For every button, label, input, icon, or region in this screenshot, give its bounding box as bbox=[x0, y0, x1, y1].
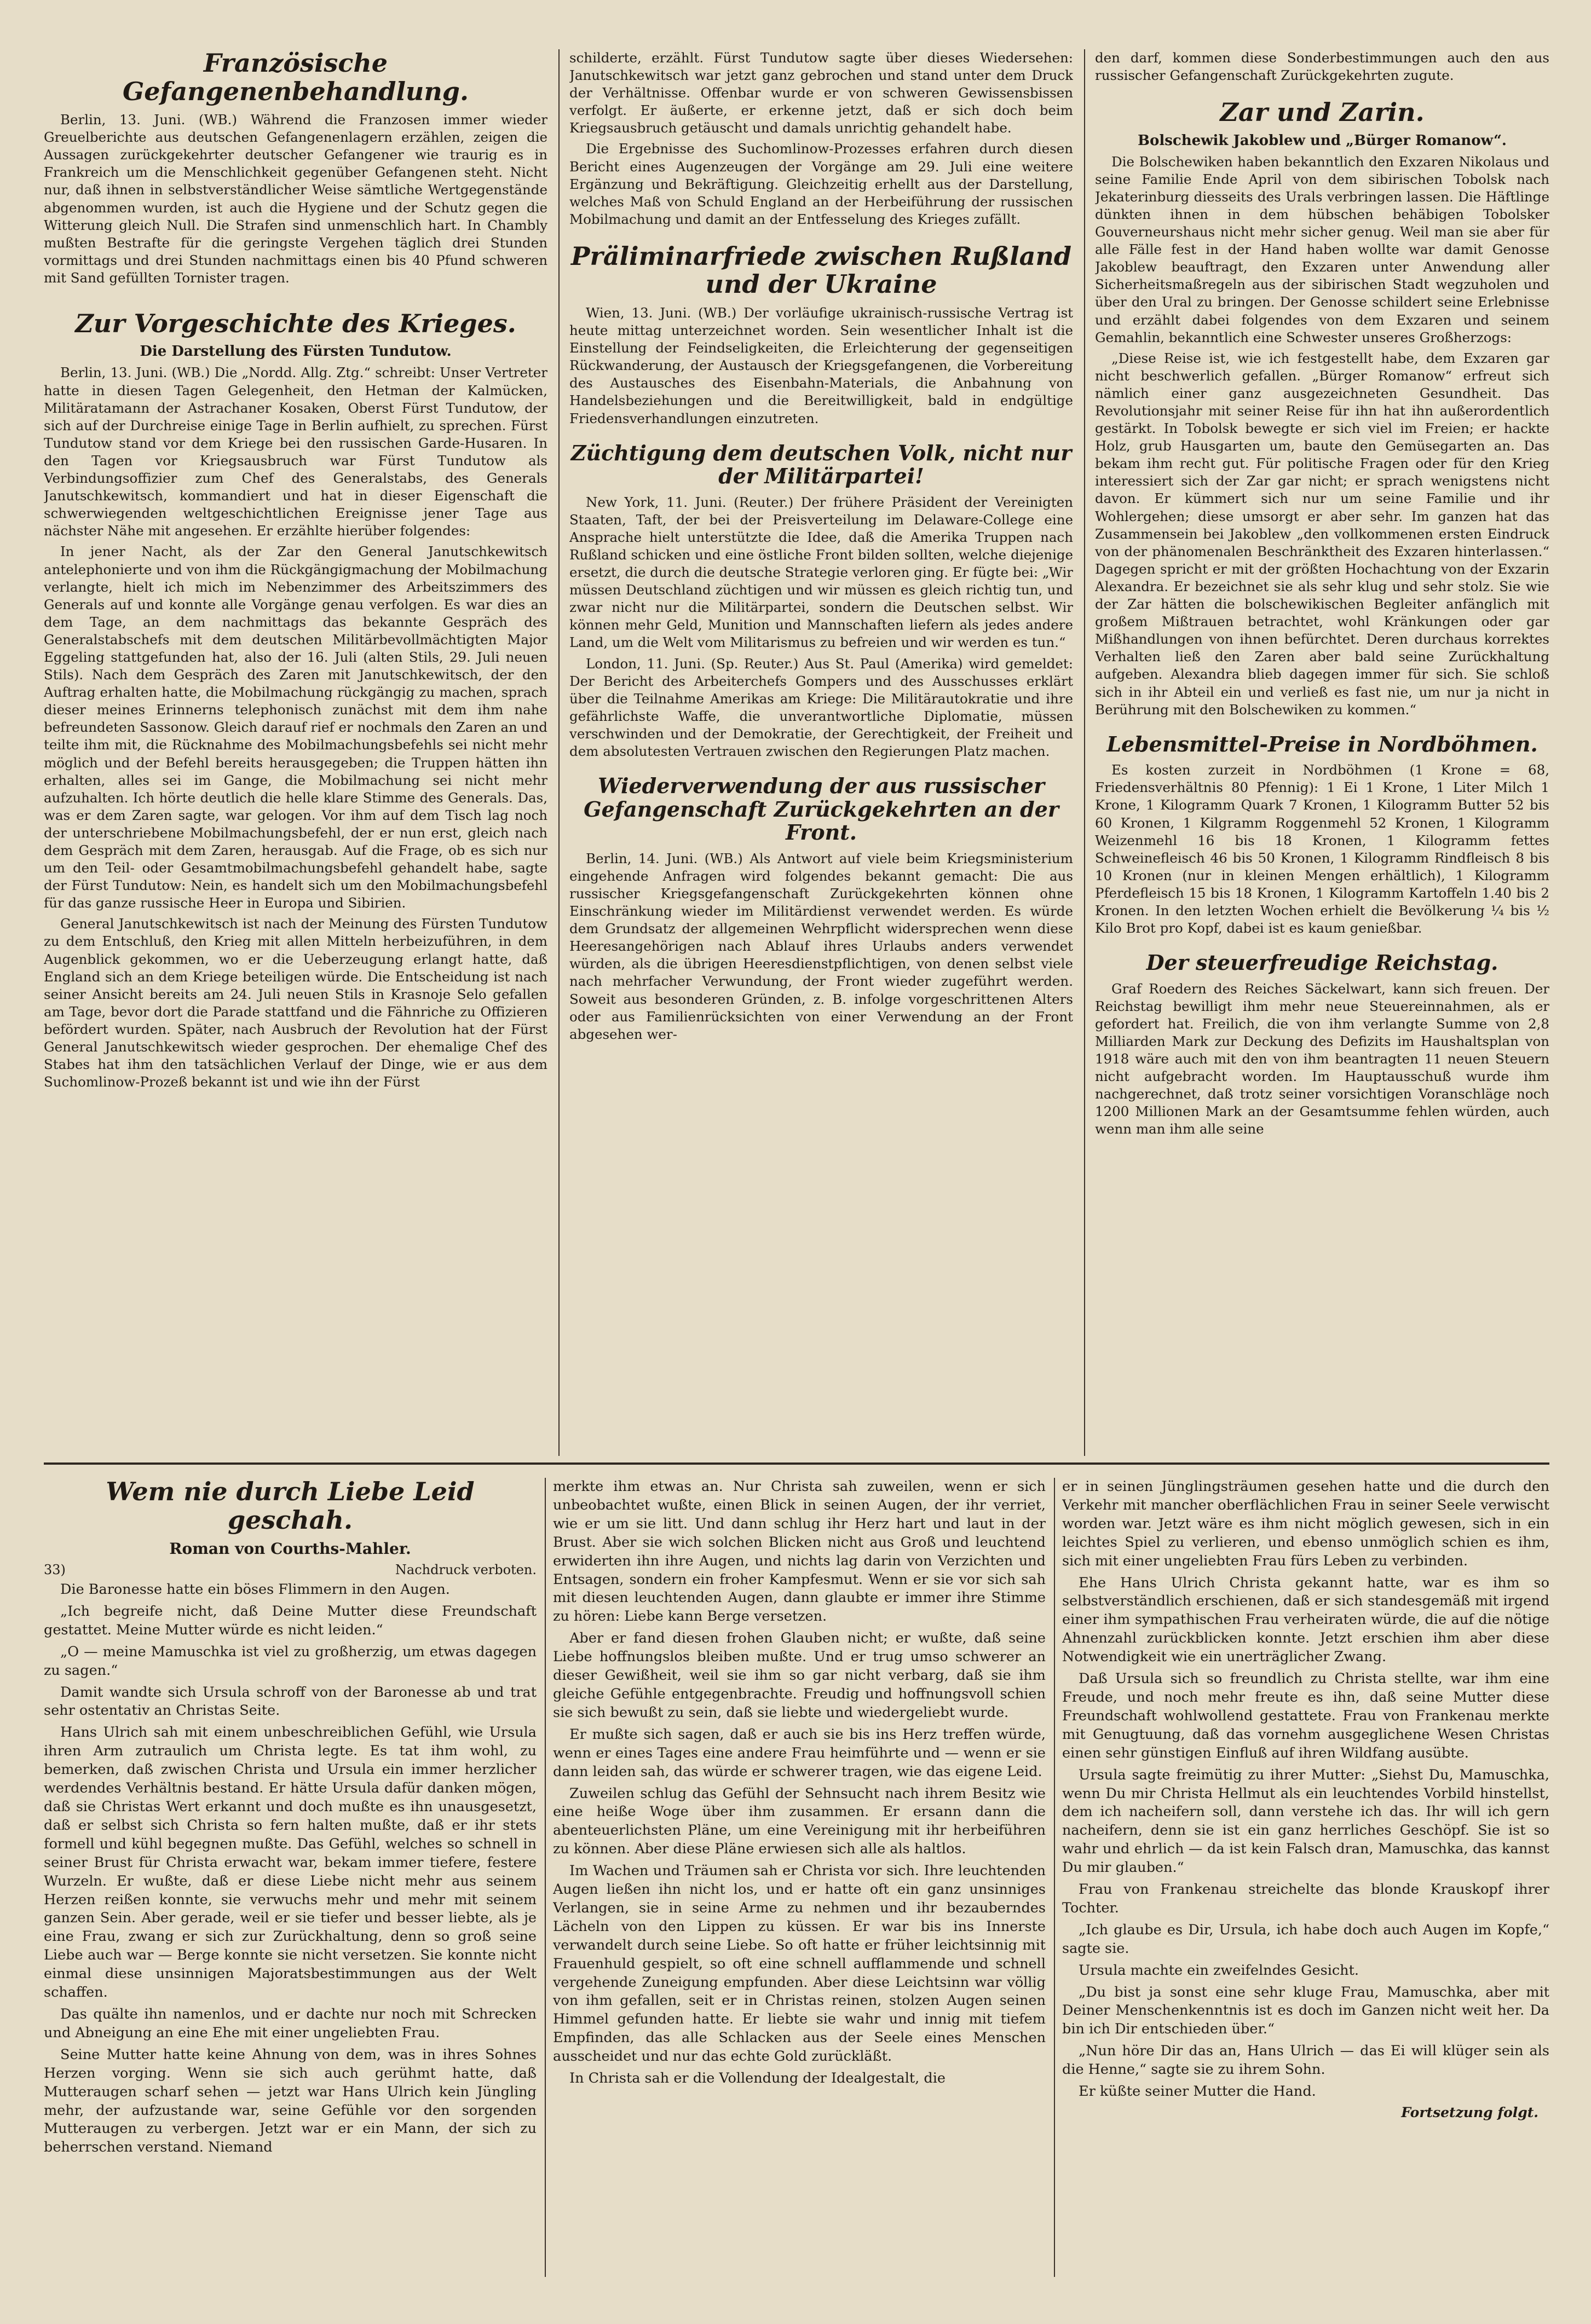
novel-title: Wem nie durch Liebe Leid geschah. bbox=[106, 1478, 475, 1535]
novel-meta bbox=[44, 1562, 537, 1577]
subheadline-zar: Bolschewik Jakoblew und „Bürger Romanow“. bbox=[1138, 132, 1507, 149]
column-rule bbox=[545, 1478, 546, 2277]
reprint-notice: Nachdruck verboten. bbox=[395, 1562, 537, 1578]
paragraph: Die Bolschewiken haben bekanntlich den Exzaren Nikolaus und seine Familie Ende April von dem sibirischen Tobolsk nach Jekaterinburg diesseits des Urals verbringen lassen. Die Häftlinge dünkten ihnen in dem hübschen behäbigen Tobolsker Gouverneurshaus nicht mehr sicher genug. Weil man sie aber für alle Fälle fest in der Hand haben wollte war damit Genosse Jakoblew beauftragt, den Exzaren unter Anwendung aller Sicherheitsmaßregeln aus der sibirischen Stadt wegzuholen und über den Ural zu bringen. Der Genosse schildert seine Erlebnisse und erzählt dabei folgendes von dem Exzaren und seinem Gemahlin, bekanntlich eine Schwester unseres Großherzogs: bbox=[1095, 153, 1549, 345]
paragraph: Berlin, 13. Juni. (WB.) Die „Nordd. Allg. Ztg.“ schreibt: Unser Vertreter hatte in diesen Tagen Gelegenheit, den Hetman der Kalmücken, Militäratamann der Astrachaner Kosaken, Oberst Fürst Tundutow, der sich auf der Durchreise einige Tage in Berlin aufhielt, zu sprechen. Fürst Tundutow stand vor dem Kriege bei den russischen Garde-Husaren. In den Tagen vor Kriegsausbruch war Fürst Tundutow als Verbindungsoffizier zum Chef des Generalstabs, des Generals Janutschkewitsch, kommandiert und hat in dieser Eigenschaft die schwerwiegenden weltgeschichtlichen Ereignisse jener Tage aus nächster Nähe mit angesehen. Er erzählte hierüber folgendes: bbox=[44, 365, 547, 539]
installment-number: 33) bbox=[44, 1562, 66, 1578]
paragraph: Er mußte sich sagen, daß er auch sie bis ins Herz treffen würde, wenn er eines Tages eine andere Frau heimführte und — wenn er sie dann leiden sah, das würde er schwerer tragen, wie das eigene Leid. bbox=[553, 1726, 1046, 1780]
headline-zar: Zar und Zarin. bbox=[1220, 97, 1425, 128]
paragraph: „Du bist ja sonst eine sehr kluge Frau, Mamuschka, aber mit Deiner Menschenkenntnis ist es doch im Ganzen nicht weit her. Da bin ich Dir entschieden über.“ bbox=[1062, 1984, 1549, 2038]
section-rule bbox=[44, 1462, 1549, 1465]
paragraph: Die Baronesse hatte ein böses Flimmern in den Augen. bbox=[60, 1581, 450, 1598]
paragraph: New York, 11. Juni. (Reuter.) Der frühere Präsident der Vereinigten Staaten, Taft, der bei der Preisverteilung im Delaware-College eine Ansprache hielt unterstützte die Idee, daß die Amerika Truppen nach Rußland schicken und eine östliche Front bilden sollten, welche diejenige ersetzt, die durch die deutsche Strategie verloren ging. Er fügte bei: „Wir müssen Deutschland züchtigen und wir müssen es gleich richtig tun, und zwar nicht nur die Militärpartei, sondern die Deutschen selbst. Wir können mehr Geld, Munition und Mannschaften liefern als jedes andere Land, um die Welt vom Militarismus zu befreien und wir werden es tun.“ bbox=[569, 494, 1073, 651]
paragraph: Aber er fand diesen frohen Glauben nicht; er wußte, daß seine Liebe hoffnungslos bleiben mußte. Und er trug umso schwerer an dieser Gewißheit, weil sie ihm so gar nicht verbarg, daß sie ihm gleiche Gefühle entgegenbrachte. Freudig und hoffnungsvoll schien sie sich bewußt zu sein, daß sie liebte und wiedergeliebt wurde. bbox=[553, 1630, 1046, 1721]
paragraph: Seine Mutter hatte keine Ahnung von dem, was in ihres Sohnes Herzen vorging. Wenn sie sich auch gerühmt hatte, daß Mutteraugen scharf sehen — jetzt war Hans Ulrich kein Jüngling mehr, der aufzustande war, seine Gefühle vor den sorgenden Mutteraugen zu verbergen. Jetzt war er ein Mann, der sich zu beherrschen verstand. Niemand bbox=[44, 2046, 537, 2156]
paragraph: Die Ergebnisse des Suchomlinow-Prozesses erfahren durch diesen Bericht eines Augenzeugen der Vorgänge am 29. Juli eine weitere Ergänzung und Bekräftigung. Gleichzeitig erhellt aus der Darstellung, welches Maß von Schuld England an der Herbeiführung der russischen Mobilmachung und damit an der Entfesselung des Krieges zufällt. bbox=[569, 141, 1073, 227]
paragraph: Daß Ursula sich so freundlich zu Christa stellte, war ihm eine Freude, und noch mehr freute es ihn, daß seine Mutter diese Freundschaft wohlwollend gestattete. Frau von Frankenau merkte mit Genugtuung, daß das vornehm ausgeglichene Wesen Christas einen sehr günstigen Einfluß auf ihren Wildfang ausübte. bbox=[1062, 1670, 1549, 1761]
paragraph: Ursula sagte freimütig zu ihrer Mutter: „Siehst Du, Mamuschka, wenn Du mir Christa Hellmut als ein leuchtendes Vorbild hinstellst, dem ich nacheifern soll, dann verstehe ich das. Ihr will ich gern nacheifern, denn sie ist ein ganz herrliches Geschöpf. Sie ist so wahr und ehrlich — da ist kein Falsch dran, Mamuschka, das kannst Du mir glauben.“ bbox=[1062, 1766, 1549, 1876]
headline-vorgeschichte: Zur Vorgeschichte des Krieges. bbox=[75, 308, 516, 338]
paragraph: Zuweilen schlug das Gefühl der Sehnsucht nach ihrem Besitz wie eine heiße Woge über ihm zusammen. Er ersann dann die abenteuerlichsten Pläne, um eine Vereinigung mit ihr herbeiführen zu können. Aber diese Pläne erwiesen sich alle als haltlos. bbox=[553, 1785, 1046, 1858]
headline-wiederverwendung: Wiederverwendung der aus russischer Gefangenschaft Zurückgekehrten an der Front. bbox=[584, 773, 1059, 845]
novel-author: Roman von Courths-Mahler. bbox=[169, 1540, 411, 1558]
article-reichstag-text: Graf Roedern des Reiches Säckelwart, kann sich freuen. Der Reichstag bewilligt ihm mehr neue Steuereinnahmen, als er gefordert hat. Freilich, die von ihm verlangte Summe von 2,8 Milliarden Mark zur Deckung des Defizits im Haushaltsplan von 1918 wäre auch mit den von ihm beantragten 11 neuen Steuern nicht aufgebracht worden. Im Hauptausschuß wurde ihm nachgerechnet, daß trotz seiner vorsichtigen Voranschläge noch 1200 Millionen Mark an der Gesamtsumme fehlen würden, auch wenn man ihm alle seine bbox=[1095, 980, 1549, 1137]
subheadline-vorgeschichte: Die Darstellung des Fürsten Tundutow. bbox=[140, 343, 452, 360]
paragraph: Ursula machte ein zweifelndes Gesicht. bbox=[1079, 1962, 1359, 1979]
headline-gefangenen: Französische Gefangenenbehandlung. bbox=[122, 49, 469, 106]
paragraph: Ehe Hans Ulrich Christa gekannt hatte, war es ihm so selbstverständlich erschienen, daß er sich standesgemäß mit irgend einer ihm sympathischen Frau verheiraten würde, die auf die nötige Ahnenzahl zurückblicken konnte. Jetzt erschien ihm aber diese Notwendigkeit wie ein unerträglicher Zwang. bbox=[1062, 1574, 1549, 1666]
paragraph: merkte ihm etwas an. Nur Christa sah zuweilen, wenn er sich unbeobachtet wußte, einen Blick in seinen Augen, der ihr verriet, wie er um sie litt. Und dann schlug ihr Herz hart und laut in der Brust. Aber sie wich solchen Blicken nicht aus Groß und leuchtend erwiderten ihn ihre Augen, und nichts lag darin von Verzichten und Entsagen, sondern ein froher Kampfesmut. Wenn er sie vor sich sah mit diesen leuchtenden Augen, dann glaubte er immer ihre Stimme zu hören: Liebe kann Berge versetzen. bbox=[553, 1478, 1046, 1625]
column-rule bbox=[558, 49, 560, 1456]
novel-column-2 bbox=[553, 1478, 1046, 2091]
column-1 bbox=[44, 49, 547, 1094]
article-gefangenen-text: Berlin, 13. Juni. (WB.) Während die Franzosen immer wieder Greuelberichte aus deutschen Gefangenenlagern erzählen, zeigen die Aussagen zurückgekehrter deutscher Gefangener wie traurig es in Frankreich um die Menschlichkeit gegenüber Gefangenen steht. Nicht nur, daß ihnen in selbstverständlicher Weise sämtliche Wertgegenstände abgenommen wurden, ist auch die Hygiene und der Schutz gegen die Witterung gleich Null. Die Strafen sind unmenschlich hart. In Chambly mußten Bestrafte für die geringste Vergehen täglich drei Stunden vormittags und drei Stunden nachmittags einen bis 40 Pfund schweren mit Sand gefüllten Tornister tragen. bbox=[44, 112, 547, 286]
paragraph: In jener Nacht, als der Zar den General Janutschkewitsch antelephonierte und von ihm die Rückgängigmachung der Mobilmachung verlangte, hielt ich mich im Nebenzimmer des Arbeitszimmers des Generals auf und konnte alle Vorgänge genau verfolgen. Es war dies an dem Tage, an dem nachmittags das bekannte Gespräch des Generalstabschefs mit dem deutschen Militärbevollmächtigten Major Eggeling stattgefunden hat, also der 16. Juli (alten Stils, 29. Juli neuen Stils). Nach dem Gespräch des Zaren mit Janutschkewitsch, der den Auftrag erhalten hatte, die Mobilmachung rückgängig zu machen, sprach dieser meines Erinnerns telephonisch zunächst mit dem ihm nahe befreundeten Sassonow. Gleich darauf rief er nochmals den Zaren an und teilte ihm mit, die Rücknahme des Mobilmachungsbefehls sei nicht mehr möglich und der Befehl bereits herausgegeben; die Truppen hätten ihn erhalten, alles sei im Gange, die Mobilmachung sei nicht mehr aufzuhalten. Ich hörte deutlich die helle klare Stimme des Generals. Das, was er dem Zaren sagte, war gelogen. Vor ihm auf dem Tisch lag noch der unterschriebene Mobilmachungsbefehl, der er nun erst, gleich nach dem Gespräch mit dem Zaren, herausgab. Auf die Frage, ob es sich nur um den Teil- oder Gesamtmobilmachungsbefehl gehandelt habe, sagte der Fürst Tundutow: Nein, es handelt sich um den Mobilmachungsbefehl für das ganze russische Heer in Europa und Sibirien. bbox=[44, 544, 547, 911]
headline-lebensmittel: Lebensmittel-Preise in Nordböhmen. bbox=[1106, 731, 1538, 756]
paragraph: In Christa sah er die Vollendung der Idealgestalt, die bbox=[569, 2070, 946, 2087]
paragraph: den darf, kommen diese Sonderbestimmungen auch den aus russischer Gefangenschaft Zurückgekehrten zugute. bbox=[1095, 50, 1549, 84]
paragraph: Frau von Frankenau streichelte das blonde Krauskopf ihrer Tochter. bbox=[1062, 1881, 1549, 1916]
paragraph: Hans Ulrich sah mit einem unbeschreiblichen Gefühl, wie Ursula ihren Arm zutraulich um Christa legte. Es tat ihm wohl, zu bemerken, daß zwischen Christa und Ursula ein immer herzlicher werdendes Verhältnis bestand. Er hätte Ursula dafür danken mögen, daß sie Christas Wert erkannt und doch mußte es ihn unausgesetzt, daß er selbst sich Christa so fern halten mußte, daß er ihr stets formell und kühl begegnen mußte. Das Gefühl, welches so schnell in seiner Brust für Christa erwacht war, bekam immer tiefere, festere Wurzeln. Er wußte, daß er diese Liebe nicht mehr aus seinem Herzen reißen konnte, sie verwuchs mehr und mehr mit seinem ganzen Sein. Aber gerade, weil er sie tiefer und besser liebte, als je eine Frau, zwang er sich zur Zurückhaltung, denn so groß seine Liebe auch war — Berge konnte sie nicht versetzen. Sie konnte nicht einmal diese unsinnigen Majoratsbestimmungen aus der Welt schaffen. bbox=[44, 1724, 537, 2001]
headline-zuechtigung: Züchtigung dem deutschen Volk, nicht nur der Militärpartei! bbox=[570, 440, 1072, 489]
headline-reichstag: Der steuerfreudige Reichstag. bbox=[1146, 950, 1498, 975]
paragraph: er in seinen Jünglingsträumen gesehen hatte und die durch den Verkehr mit mancher oberflächlichen Frau in seiner Seele verwischt worden war. Jetzt wäre es ihm nicht möglich gewesen, sich in ein leichtes Spiel zu verlieren, und ebenso unmöglich schien es ihm, sich mit einer ungeliebten Frau fürs Leben zu verbinden. bbox=[1062, 1478, 1549, 1569]
paragraph: Im Wachen und Träumen sah er Christa vor sich. Ihre leuchtenden Augen ließen ihn nicht los, und er hatte oft ein ganz unsinniges Verlangen, sie in seine Arme zu nehmen und ihr bezauberndes Lächeln von den Lippen zu küssen. Er war bis ins Innerste verwandelt durch seine Liebe. So oft hatte er früher leichtsinnig mit Frauenhuld gespielt, so oft eine schnell aufflammende und schnell vergehende Zuneigung empfunden. Aber diese Leichtsinn war völlig von ihm gefallen, seit er in Christas reinen, stolzen Augen seinen Himmel gefunden hatte. Er liebte sie wahr und innig mit tiefem Empfinden, das alle Schlacken aus der Seele eines Menschen ausscheidet und nur das echte Gold zurückläßt. bbox=[553, 1863, 1046, 2065]
paragraph: „O — meine Mamuschka ist viel zu großherzig, um etwas dagegen zu sagen.“ bbox=[44, 1643, 537, 1679]
novel-column-3 bbox=[1062, 1478, 1549, 2120]
paragraph: London, 11. Juni. (Sp. Reuter.) Aus St. Paul (Amerika) wird gemeldet: Der Bericht des Arbeiterchefs Gompers und des Ausschusses erklärt über die Teilnahme Amerikas am Kriege: Die Militärautokratie und ihre gefährlichste Waffe, die unverantwortliche Diplomatie, müssen verschwinden und der Demokratie, der Gerechtigkeit, der Freiheit und dem absolutesten Vertrauen zwischen den Regierungen Platz machen. bbox=[569, 655, 1073, 760]
column-rule bbox=[1084, 49, 1085, 1456]
paragraph: „Nun höre Dir das an, Hans Ulrich — das Ei will klüger sein als die Henne,“ sagte sie zu ihrem Sohn. bbox=[1062, 2043, 1549, 2078]
article-lebensmittel-text: Es kosten zurzeit in Nordböhmen (1 Krone = 68, Friedensverhältnis 80 Pfennig): 1 Ei 1 Krone, 1 Liter Milch 1 Krone, 1 Kilogramm Quark 7 Kronen, 1 Kilogramm Butter 52 bis 60 Kronen, 1 Kilgramm Roggenmehl 52 Kronen, 1 Kilogramm Weizenmehl 16 bis 18 Kronen, 1 Kilogramm fettes Schweinefleisch 46 bis 50 Kronen, 1 Kilogramm Rindfleisch 8 bis 10 Kronen (nur in kleinen Mengen erhältlich), 1 Kilogramm Pferdefleisch 15 bis 18 Kronen, 1 Kilogramm Kartoffeln 1.40 bis 2 Kronen. In den letzten Wochen erhielt die Bevölkerung ¼ bis ½ Kilo Brot pro Kopf, dabei ist es kaum genießbar. bbox=[1095, 762, 1549, 936]
continuation-note: Fortsetzung folgt. bbox=[1401, 2105, 1538, 2120]
paragraph: Das quälte ihn namenlos, und er dachte nur noch mit Schrecken und Abneigung an eine Ehe mit einer ungeliebten Frau. bbox=[44, 2005, 537, 2041]
novel-column-1 bbox=[44, 1478, 537, 2160]
article-praeliminar-text: Wien, 13. Juni. (WB.) Der vorläufige ukrainisch-russische Vertrag ist heute mittag unterzeichnet worden. Sein wesentlicher Inhalt ist die Einstellung der Feindseligkeiten, die Erleichterung der gegenseitigen Rückwanderung, der Austausch der Kriegsgefangenen, die Vorbereitung des Austausches des Eisenbahn-Materials, die Anbahnung von Handelsbeziehungen und die Bereitwilligkeit, bald in endgültige Friedensverhandlungen einzutreten. bbox=[569, 304, 1073, 426]
column-3 bbox=[1095, 49, 1549, 1142]
paragraph: „Diese Reise ist, wie ich festgestellt habe, dem Exzaren gar nicht beschwerlich gefallen. „Bürger Romanow“ erfreut sich nämlich einer ganz ausgezeichneten Gesundheit. Das Revolutionsjahr mit seiner Reise für ihn hat ihn außerordentlich gestärkt. In Tobolsk bewegte er sich viel im Freien; er hackte Holz, grub Hausgarten um, baute den Gemüsegarten an. Das bekam ihm recht gut. Für politische Fragen oder für den Krieg interessiert sich der Zar gar nicht; er sprach wenigstens nicht davon. Er kümmert sich nur um seine Familie und ihr Wohlergehen; diese umsorgt er aber sehr. Im ganzen hat das Zusammensein bei Jakoblew „den vollkommenen ersten Eindruck von der phänomenalen Beschränktheit des Exzaren hinterlassen.“ Dagegen spricht er mit der größten Hochachtung von der Exzarin Alexandra. Er bezeichnet sie als sehr klug und sehr stolz. Sie wie der Zar hätten die bolschewikischen Begleiter anfänglich mit großem Mißtrauen betrachtet, wohl Kränkungen oder gar Mißhandlungen von ihnen befürchtet. Deren durchaus korrektes Verhalten ließ den Zaren aber bald seine Zurückhaltung aufgeben. Alexandra blieb dagegen immer für sich. Sie schloß sich in ihr Abteil ein und verließ es fast nie, um nur ja nicht in Berührung mit den Bolschewiken zu kommen.“ bbox=[1095, 350, 1549, 718]
article-wiederverwendung-text: Berlin, 14. Juni. (WB.) Als Antwort auf viele beim Kriegsministerium eingehende Anfragen wird folgendes bekannt gemacht: Die aus russischer Kriegsgefangenschaft Zurückgekehrten können ohne Einschränkung wieder im Militärdienst verwendet werden. Es würde dem Grundsatz der allgemeinen Wehrpflicht widersprechen wenn diese Heeresangehörigen nach Ablauf ihres Urlaubs anders verwendet würden, als die übrigen Heeresdienstpflichtigen, von denen selbst viele nach mehrfacher Verwundung, der Front wieder zugeführt werden. Soweit aus besonderen Gründen, z. B. infolge vorgeschrittenen Alters oder aus Familienrücksichten von einer Verwendung an der Front abgesehen wer- bbox=[569, 850, 1073, 1042]
column-2 bbox=[569, 49, 1073, 1047]
paragraph: schilderte, erzählt. Fürst Tundutow sagte über dieses Wiedersehen: Janutschkewitsch war jetzt ganz gebrochen und stand unter dem Druck der Verhältnisse. Offenbar wurde er von schweren Gewissensbissen verfolgt. Er äußerte, er erkenne jetzt, daß er sich doch beim Kriegsausbruch getäuscht und damals unrichtig gehandelt habe. bbox=[569, 50, 1073, 136]
column-rule bbox=[1054, 1478, 1055, 2277]
paragraph: Er küßte seiner Mutter die Hand. bbox=[1079, 2083, 1316, 2100]
paragraph: „Ich begreife nicht, daß Deine Mutter diese Freundschaft gestattet. Meine Mutter würde es nicht leiden.“ bbox=[44, 1603, 537, 1638]
headline-praeliminar: Präliminarfriede zwischen Rußland und der Ukraine bbox=[570, 241, 1072, 299]
paragraph: Damit wandte sich Ursula schroff von der Baronesse ab und trat sehr ostentativ an Christas Seite. bbox=[44, 1684, 537, 1719]
serial-novel-section bbox=[44, 1478, 1549, 2277]
paragraph: General Janutschkewitsch ist nach der Meinung des Fürsten Tundutow zu dem Entschluß, den Krieg mit allen Mitteln herbeizuführen, in dem Augenblick gekommen, wo er die Ueberzeugung erlangt hatte, daß England sich an dem Kriege beteiligen würde. Die Entscheidung ist nach seiner Ansicht bereits am 24. Juli neuen Stils in Krasnoje Selo gefallen am Tage, bevor dort die Parade stattfand und die Fähnriche zu Offizieren befördert wurden. Später, nach Ausbruch der Revolution hat der Fürst General Janutschkewitsch wieder gesprochen. Der ehemalige Chef des Stabes hat ihm den tatsächlichen Verlauf der Dinge, wie er aus dem Suchomlinow-Prozeß bekannt ist und wie ihn der Fürst bbox=[44, 916, 547, 1090]
upper-section bbox=[44, 49, 1549, 1456]
paragraph: „Ich glaube es Dir, Ursula, ich habe doch auch Augen im Kopfe,“ sagte sie. bbox=[1062, 1921, 1549, 1957]
